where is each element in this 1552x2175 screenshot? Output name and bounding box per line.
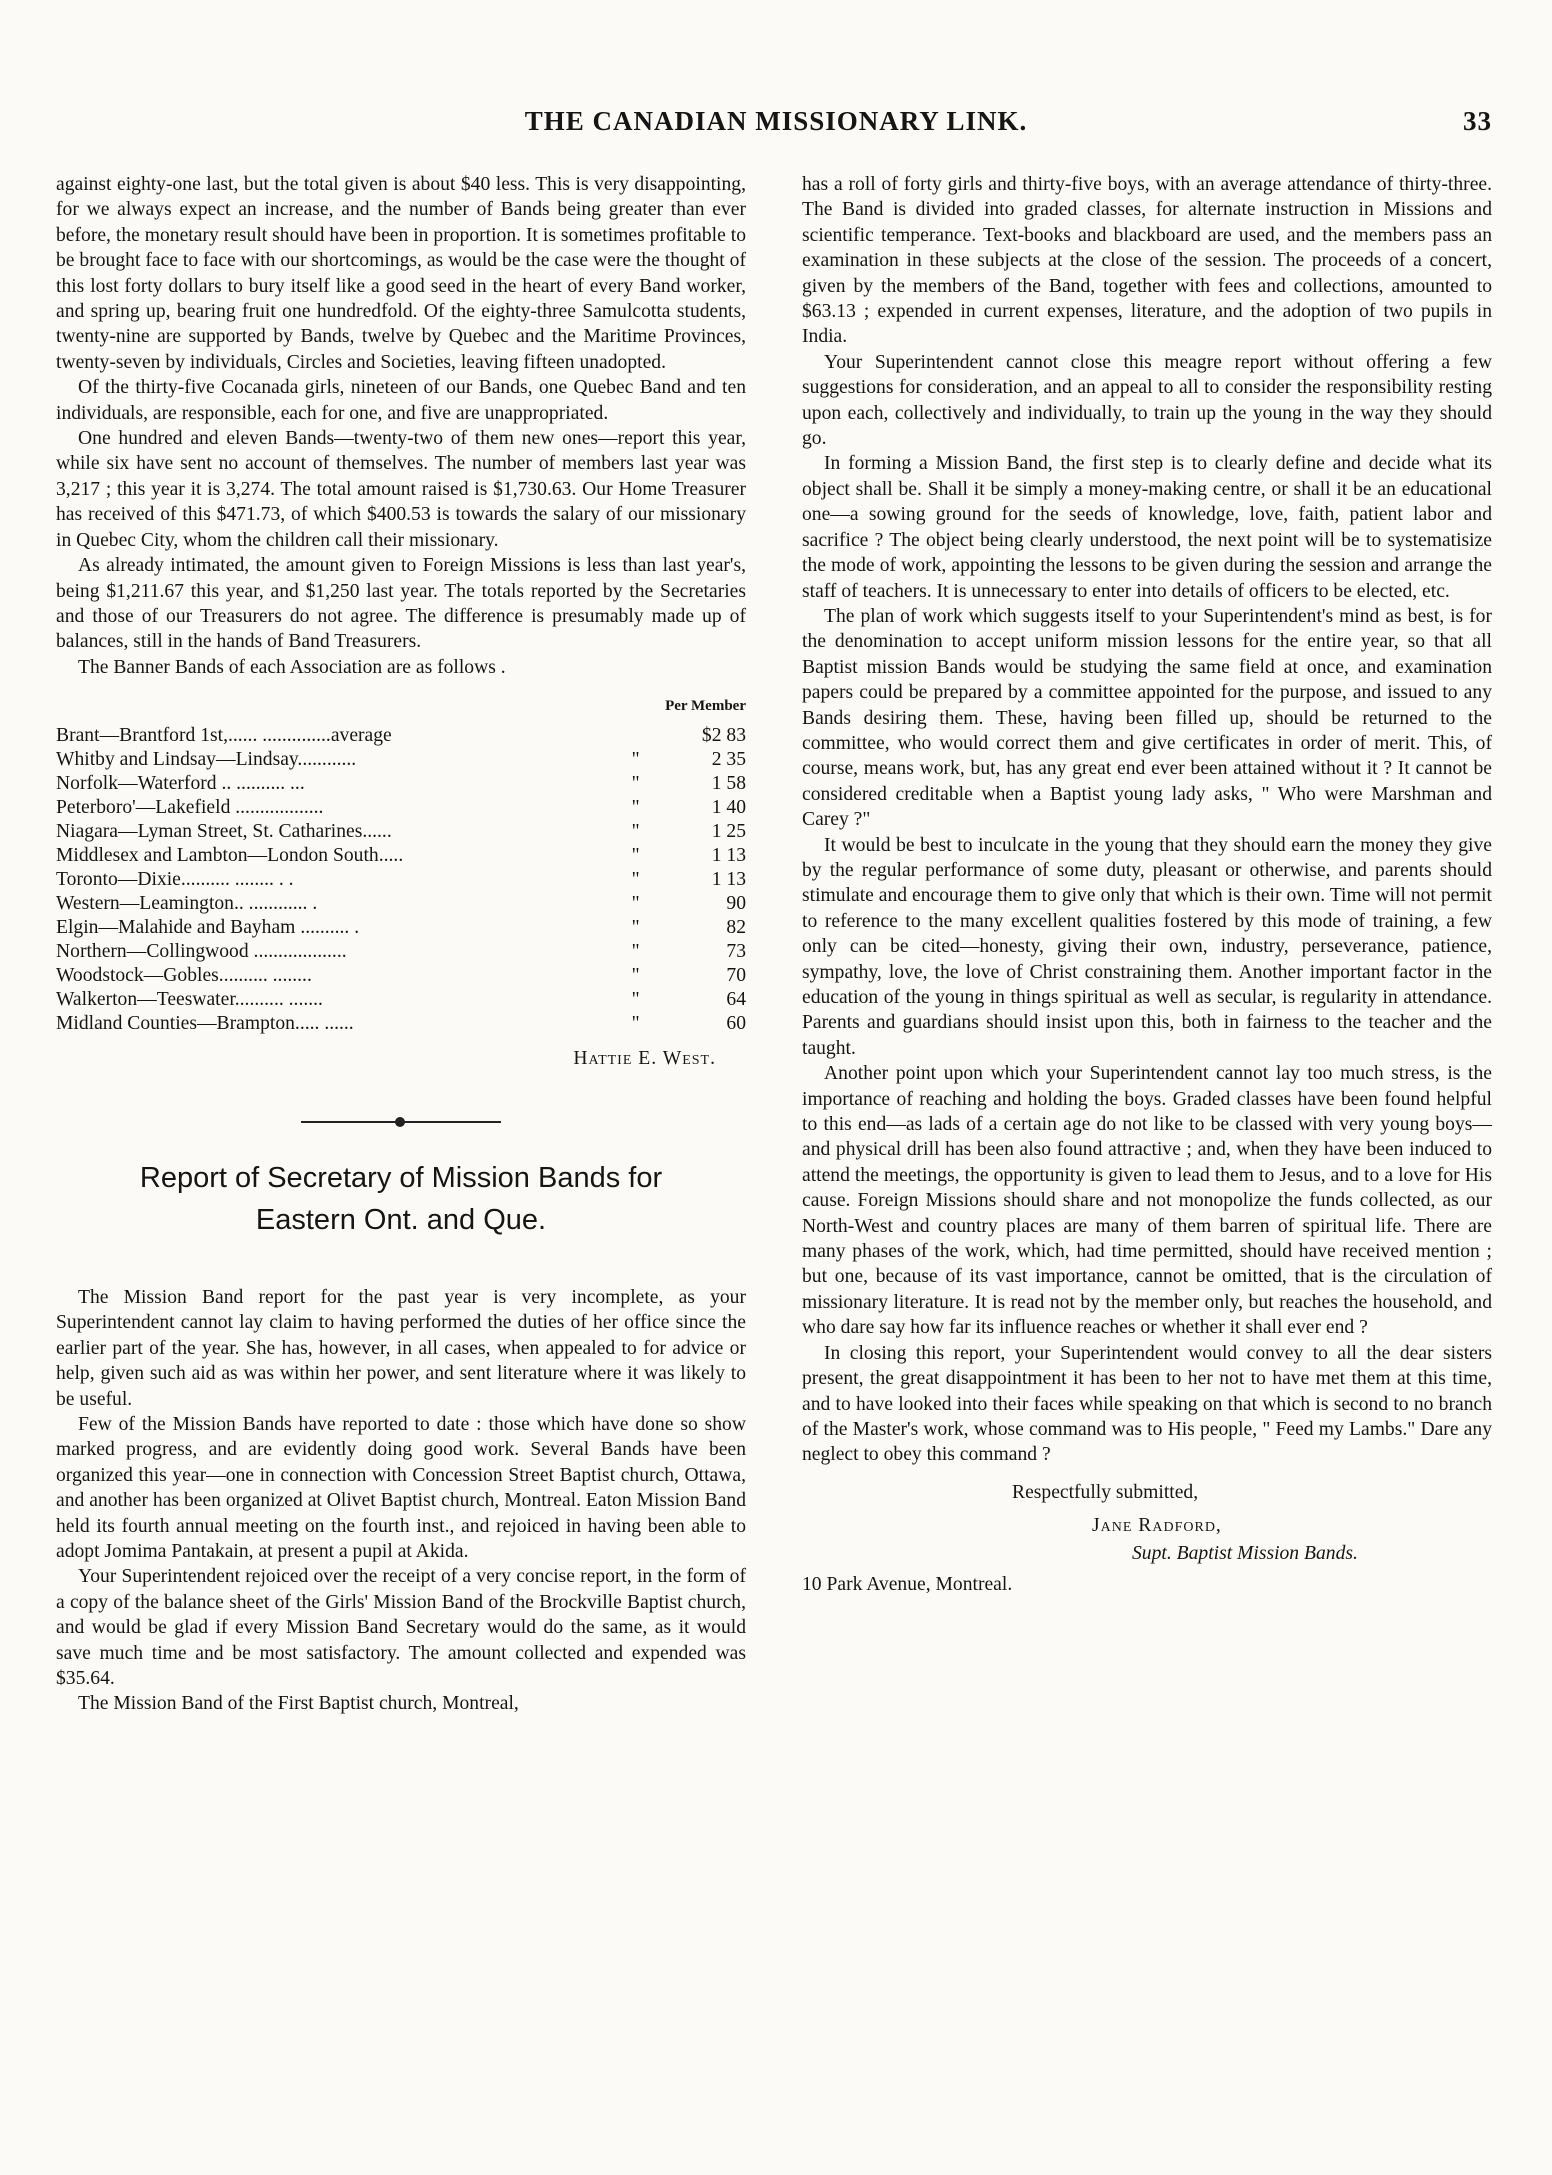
paragraph: against eighty-one last, but the total given is about $40 less. This is very disappointing, for we always expect an increase, and the number of Bands being greater than ever before, the monetary result should have been in proportion. It is sometimes profitable to be brought face to face with our shortcomings, as would be the case were the thought of this lost forty dollars to bury itself like a good seed in the heart of every Band worker, and spring up, bearing fruit one hundredfold. Of the eighty-three Samulcotta students, twenty-nine are supported by Bands, twelve by Quebec and the Maritime Provinces, twenty-seven by individuals, Circles and Societies, leaving fifteen unadopted. [56,174,746,373]
ditto-mark: " [631,844,640,866]
band-name: Niagara—Lyman Street, St. Catharines...... [56,820,392,842]
running-head [60,106,1492,146]
table-row [56,820,746,844]
band-amount: 1 58 [711,772,746,794]
ditto-mark: " [631,796,640,818]
ditto-mark: " [631,916,640,938]
paragraph: One hundred and eleven Bands—twenty-two of them new ones—report this year, while six have sent no account of themselves. The number of members last year was 3,217 ; this year it is 3,274. The total amount raised is $1,730.63. Our Home Treasurer has received of this $471.73, of which $400.53 is towards the salary of our missionary in Quebec City, whom the children call their missionary. [56,428,746,551]
band-name: Peterboro'—Lakefield .................. [56,796,324,818]
paragraph: As already intimated, the amount given to Foreign Missions is less than last year's, being $1,211.67 this year, and $1,250 last year. The totals reported by the Secretaries and those of our Treasurers do not agree. The difference is presumably made up of balances, still in the hands of Band Treasurers. [56,555,746,653]
band-name: Midland Counties—Brampton..... ...... [56,1012,354,1034]
paragraph: The Mission Band report for the past year is very incomplete, as your Superintendent cannot lay claim to having performed the duties of her office since the earlier part of the year. She has, however, in all cases, when appealed to for advice or help, given such aid as was within her power, and sent literature where it was likely to be useful. [56,1286,746,1410]
paragraph: The plan of work which suggests itself to your Superintendent's mind as best, is for the denomination to accept uniform mission lessons for the entire year, so that all Baptist mission Bands would be studying the same field at once, and examination papers could be prepared by a committee appointed for the purpose, and issued to any Bands desiring them. These, having been filled up, should be returned to the committee, who would correct them and give certificates in order of merit. This, of course, means work, but, has any great end ever been attained without it ? It cannot be considered creditable when a Baptist young lady asks, " Who were Marshman and Carey ?" [802,605,1492,831]
table-row [56,1012,746,1036]
table-row [56,892,746,916]
band-name: Toronto—Dixie.......... ........ . . [56,868,294,890]
paragraph: Of the thirty-five Cocanada girls, nineteen of our Bands, one Quebec Band and ten individuals, are responsible, each for one, and five are unappropriated. [56,377,746,424]
paragraph: Few of the Mission Bands have reported to date : those which have done so show marked progress, and are evidently doing good work. Several Bands have been organized this year—one in connection with Concession Street Baptist church, Ottawa, and another has been organized at Olivet Baptist church, Montreal. Eaton Mission Band held its fourth annual meeting on the fourth inst., and rejoiced in having been able to adopt Jomima Pantakain, at present a pupil at Akida. [56,1413,746,1562]
paragraph: In forming a Mission Band, the first step is to clearly define and decide what its object shall be. Shall it be simply a money-making centre, or shall it be an educational one—a sowing ground for the seeds of knowledge, love, faith, patient labor and sacrifice ? The object being clearly understood, the next point will be to systematisize the mode of work, appointing the lessons to be given during the session and arrange the staff of teachers. It is unnecessary to enter into details of officers to be elected, etc. [802,453,1492,602]
band-name: Walkerton—Teeswater.......... ....... [56,988,323,1010]
band-amount: 1 25 [711,820,746,842]
band-name: Western—Leamington.. ............ . [56,892,318,914]
table-row [56,988,746,1012]
ditto-mark: " [631,868,640,890]
ditto-mark: " [631,964,640,986]
signature-name: Jane Radford, [1092,1515,1222,1537]
right-column [802,172,1492,1597]
ditto-mark: " [631,892,640,914]
band-amount: 1 13 [711,844,746,866]
band-amount: $2 83 [701,724,746,746]
band-name: Whitby and Lindsay—Lindsay............ [56,748,357,770]
table-row [56,748,746,772]
paragraph: It would be best to inculcate in the young that they should earn the money they give by the regular performance of some duty, pleasant or otherwise, and parents should stimulate and encourage them to give only that which is their own. Time will not permit to reference to the many excellent qualities fostered by this mode of training, a few only can be cited—honesty, giving their own, industry, perseverance, patience, sympathy, love, the love of Christ constraining them. Another important factor in the education of the young in things spiritual as well as secular, is regularity in attendance. Parents and guardians should insist upon this, both in fairness to the teacher and the taught. [802,834,1492,1059]
ditto-mark: " [631,748,640,770]
table-row [56,916,746,940]
band-amount: 1 40 [711,796,746,818]
publication-title: THE CANADIAN MISSIONARY LINK. [524,106,1028,136]
paragraph: In closing this report, your Superintendent would convey to all the dear sisters present, the great disappointment it has been to her not to have met them at this time, and to have looked into their faces while speaking on that which is second to no branch of the Master's work, whose command was to His people, " Feed my Lambs." Dare any neglect to obey this command ? [802,1342,1492,1466]
band-name: Northern—Collingwood ................... [56,940,347,962]
band-amount: 90 [726,892,746,914]
paragraph: Your Superintendent cannot close this meagre report without offering a few suggestions for consideration, and an appeal to all to consider the responsibility resting upon each, collectively and individually, to train up the young in the way they should go. [802,351,1492,450]
band-name: Middlesex and Lambton—London South..... [56,844,404,866]
band-name: Elgin—Malahide and Bayham .......... . [56,916,360,938]
ditto-mark: " [631,820,640,842]
ditto-mark: " [631,988,640,1010]
band-name: Woodstock—Gobles.......... ........ [56,964,312,986]
band-amount: 64 [726,988,746,1010]
table-row [56,796,746,820]
band-amount: 70 [726,964,746,986]
table-row [56,772,746,796]
paragraph: Your Superintendent rejoiced over the receipt of a very concise report, in the form of a copy of the balance sheet of the Girls' Mission Band of the Brockville Baptist church, and would be glad if every Mission Band Secretary would do the same, as it would save much time and be most satisfactory. The amount collected and expended was $35.64. [56,1566,746,1690]
table-row [56,868,746,892]
closing-line: Respectfully submitted, [1012,1481,1199,1503]
banner-bands-table [56,724,746,1036]
band-amount: 73 [726,940,746,962]
paragraph: The Banner Bands of each Association are as follows . [78,656,506,678]
author-signature: Hattie E. West. [573,1047,716,1069]
section-divider [301,1121,501,1123]
table-row [56,964,746,988]
ditto-mark [608,724,663,748]
report-title-line: Eastern Ont. and Que. [255,1203,547,1236]
page-number: 33 [1463,106,1492,136]
table-row [56,844,746,868]
ditto-mark: " [631,772,640,794]
band-amount: 1 13 [711,868,746,890]
ditto-mark: " [631,940,640,962]
paragraph: Another point upon which your Superintendent cannot lay too much stress, is the importance of reaching and holding the boys. Graded classes have been found helpful to this end—as lads of a certain age do not like to be classed with very young boys—and physical drill has been also found attractive ; and, when they have been induced to attend the meetings, the opportunity is given to lead them to Jesus, and to a love for His cause. Foreign Missions should share and not monopolize the funds collected, as our North-West and country places are many of them barren of spiritual life. There are many phases of the work, which, had time permitted, should have received mention ; but one, because of its vast importance, cannot be omitted, that is the circulation of missionary literature. It is read not by the member only, but reaches the household, and who dare say how far its influence reaches or whether it shall ever end ? [802,1063,1492,1339]
report-title [56,1157,746,1241]
report-title-line: Report of Secretary of Mission Bands for [139,1161,663,1194]
band-name: Brant—Brantford 1st,...... ..............average [56,724,392,746]
table-row [56,724,746,748]
paragraph: The Mission Band of the First Baptist church, Montreal, [78,1693,519,1715]
signature-title: Supt. Baptist Mission Bands. [1132,1542,1358,1564]
table-row [56,940,746,964]
paragraph: has a roll of forty girls and thirty-five boys, with an average attendance of thirty-three. The Band is divided into graded classes, for alternate instruction in Missions and scientific temperance. Text-books and blackboard are used, and the members pass an examination in these subjects at the close of the session. The proceeds of a concert, given by the members of the Band, together with fees and collections, amounted to $63.13 ; expended in current expenses, literature, and the adoption of two pupils in India. [802,174,1492,348]
band-amount: 2 35 [711,748,746,770]
address: 10 Park Avenue, Montreal. [802,1573,1013,1595]
per-member-header: Per Member [665,698,746,715]
left-column [56,172,746,1717]
ditto-mark: " [631,1012,640,1034]
band-name: Norfolk—Waterford .. .......... ... [56,772,305,794]
band-amount: 60 [726,1012,746,1034]
band-amount: 82 [726,916,746,938]
